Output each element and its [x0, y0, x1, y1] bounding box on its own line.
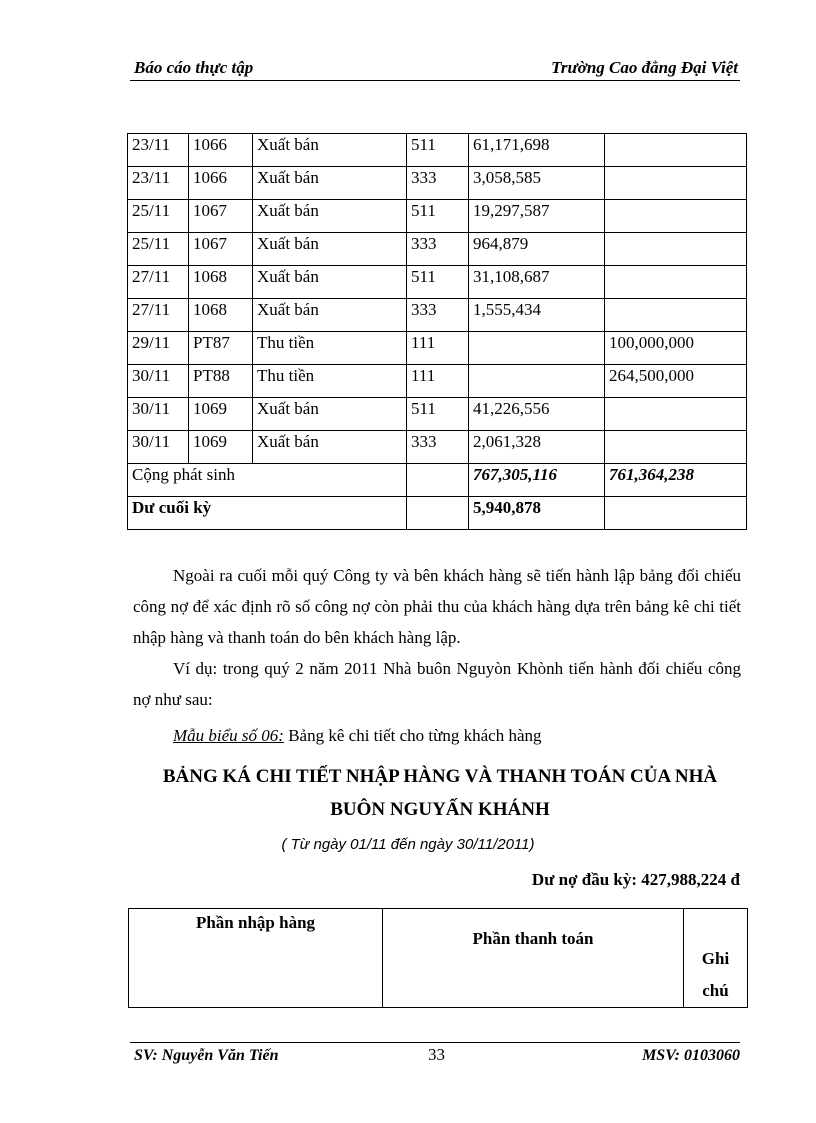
col-payments-header: Phần thanh toán — [383, 909, 684, 1008]
header-report-title: Báo cáo thực tập — [134, 58, 254, 77]
cell-voucher: 1068 — [189, 266, 253, 299]
ledger-row — [128, 266, 747, 299]
title-line-2: BUÔN NGUYẤN KHÁNH — [330, 799, 550, 820]
col-imports-header: Phần nhập hàng — [129, 909, 383, 1008]
cell-voucher: 1068 — [189, 299, 253, 332]
title-line-1: BẢNG KÁ CHI TIẾT NHẬP HÀNG VÀ THANH TOÁN CỦA NHÀ — [162, 766, 718, 787]
cell-debit: 964,879 — [469, 233, 605, 266]
cell-account: 511 — [407, 134, 469, 167]
cell-credit — [605, 200, 747, 233]
sample-label: Mẫu biểu số 06: — [173, 726, 284, 745]
paragraph-example: Ví dụ: trong quý 2 năm 2011 Nhà buôn Nguyòn Khònh tiến hành đối chiếu công nợ như sau: — [133, 659, 741, 709]
sample-caption — [173, 720, 733, 751]
cell-description: Xuất bán — [253, 167, 407, 200]
total-credit: 761,364,238 — [605, 464, 747, 497]
cell-account: 511 — [407, 398, 469, 431]
ledger-row — [128, 299, 747, 332]
ledger-row — [128, 200, 747, 233]
cell-debit — [469, 365, 605, 398]
cell-credit — [605, 431, 747, 464]
page-number: 33 — [428, 1045, 445, 1064]
cell-credit — [605, 266, 747, 299]
cell-description: Xuất bán — [253, 200, 407, 233]
cell-voucher: PT87 — [189, 332, 253, 365]
cell-description: Xuất bán — [253, 266, 407, 299]
total-debit: 767,305,116 — [469, 464, 605, 497]
cell-account: 333 — [407, 233, 469, 266]
cell-account: 111 — [407, 332, 469, 365]
ledger-row — [128, 332, 747, 365]
total-label: Cộng phát sinh — [128, 464, 407, 497]
cell-date: 25/11 — [128, 200, 189, 233]
cell-credit — [605, 299, 747, 332]
cell-date: 30/11 — [128, 431, 189, 464]
closing-account — [407, 497, 469, 530]
paragraph-reconciliation: Ngoài ra cuối mỗi quý Công ty và bên khách hàng sẽ tiến hành lập bảng đối chiếu công nợ để xác định rõ số công nợ còn phải thu của khách hàng dựa trên bảng kê chi tiết nhập hàng và thanh toán do bên khách hàng lập. — [133, 566, 741, 647]
cell-voucher: 1069 — [189, 398, 253, 431]
cell-description: Xuất bán — [253, 134, 407, 167]
statement-title — [120, 760, 760, 826]
cell-debit: 1,555,434 — [469, 299, 605, 332]
cell-voucher: 1069 — [189, 431, 253, 464]
cell-credit — [605, 398, 747, 431]
cell-credit — [605, 134, 747, 167]
header-school-name: Trường Cao đẳng Đại Việt — [551, 58, 738, 77]
ledger-row — [128, 365, 747, 398]
ledger-body — [128, 134, 747, 464]
opening-debt: Dư nợ đầu kỳ: 427,988,224 đ — [531, 870, 740, 889]
cell-date: 25/11 — [128, 233, 189, 266]
sample-text: Bảng kê chi tiết cho từng khách hàng — [283, 726, 542, 745]
cell-debit: 19,297,587 — [469, 200, 605, 233]
cell-voucher: 1067 — [189, 200, 253, 233]
ledger-row — [128, 167, 747, 200]
total-account — [407, 464, 469, 497]
cell-debit: 41,226,556 — [469, 398, 605, 431]
ledger-row — [128, 233, 747, 266]
col-notes-header: Ghi chú — [684, 909, 748, 1008]
closing-credit — [605, 497, 747, 530]
ledger-table — [127, 133, 747, 530]
cell-voucher: 1066 — [189, 167, 253, 200]
cell-debit: 2,061,328 — [469, 431, 605, 464]
cell-voucher: PT88 — [189, 365, 253, 398]
page-footer — [130, 1042, 740, 1064]
cell-date: 27/11 — [128, 266, 189, 299]
cell-debit: 31,108,687 — [469, 266, 605, 299]
ledger-total-row — [128, 464, 747, 497]
cell-debit — [469, 332, 605, 365]
cell-credit — [605, 167, 747, 200]
ledger-row — [128, 398, 747, 431]
period-subtitle: ( Từ ngày 01/11 đến ngày 30/11/2011) — [281, 836, 535, 853]
cell-date: 23/11 — [128, 134, 189, 167]
cell-description: Thu tiền — [253, 365, 407, 398]
cell-description: Xuất bán — [253, 431, 407, 464]
summary-table — [128, 908, 748, 1008]
cell-description: Xuất bán — [253, 299, 407, 332]
closing-label: Dư cuối kỳ — [128, 497, 407, 530]
ledger-row — [128, 134, 747, 167]
cell-account: 333 — [407, 431, 469, 464]
ledger-row — [128, 431, 747, 464]
ledger-closing-row — [128, 497, 747, 530]
cell-voucher: 1067 — [189, 233, 253, 266]
cell-description: Xuất bán — [253, 233, 407, 266]
cell-date: 29/11 — [128, 332, 189, 365]
footer-student: SV: Nguyễn Văn Tiến — [134, 1047, 279, 1064]
cell-debit: 61,171,698 — [469, 134, 605, 167]
cell-date: 30/11 — [128, 398, 189, 431]
closing-value: 5,940,878 — [469, 497, 605, 530]
page-header — [130, 56, 740, 81]
cell-credit: 264,500,000 — [605, 365, 747, 398]
cell-account: 111 — [407, 365, 469, 398]
cell-credit: 100,000,000 — [605, 332, 747, 365]
cell-description: Thu tiền — [253, 332, 407, 365]
cell-account: 333 — [407, 299, 469, 332]
cell-credit — [605, 233, 747, 266]
cell-voucher: 1066 — [189, 134, 253, 167]
cell-debit: 3,058,585 — [469, 167, 605, 200]
cell-account: 333 — [407, 167, 469, 200]
cell-date: 23/11 — [128, 167, 189, 200]
cell-account: 511 — [407, 266, 469, 299]
cell-date: 30/11 — [128, 365, 189, 398]
cell-date: 27/11 — [128, 299, 189, 332]
cell-account: 511 — [407, 200, 469, 233]
cell-description: Xuất bán — [253, 398, 407, 431]
footer-student-id: MSV: 0103060 — [642, 1047, 740, 1064]
